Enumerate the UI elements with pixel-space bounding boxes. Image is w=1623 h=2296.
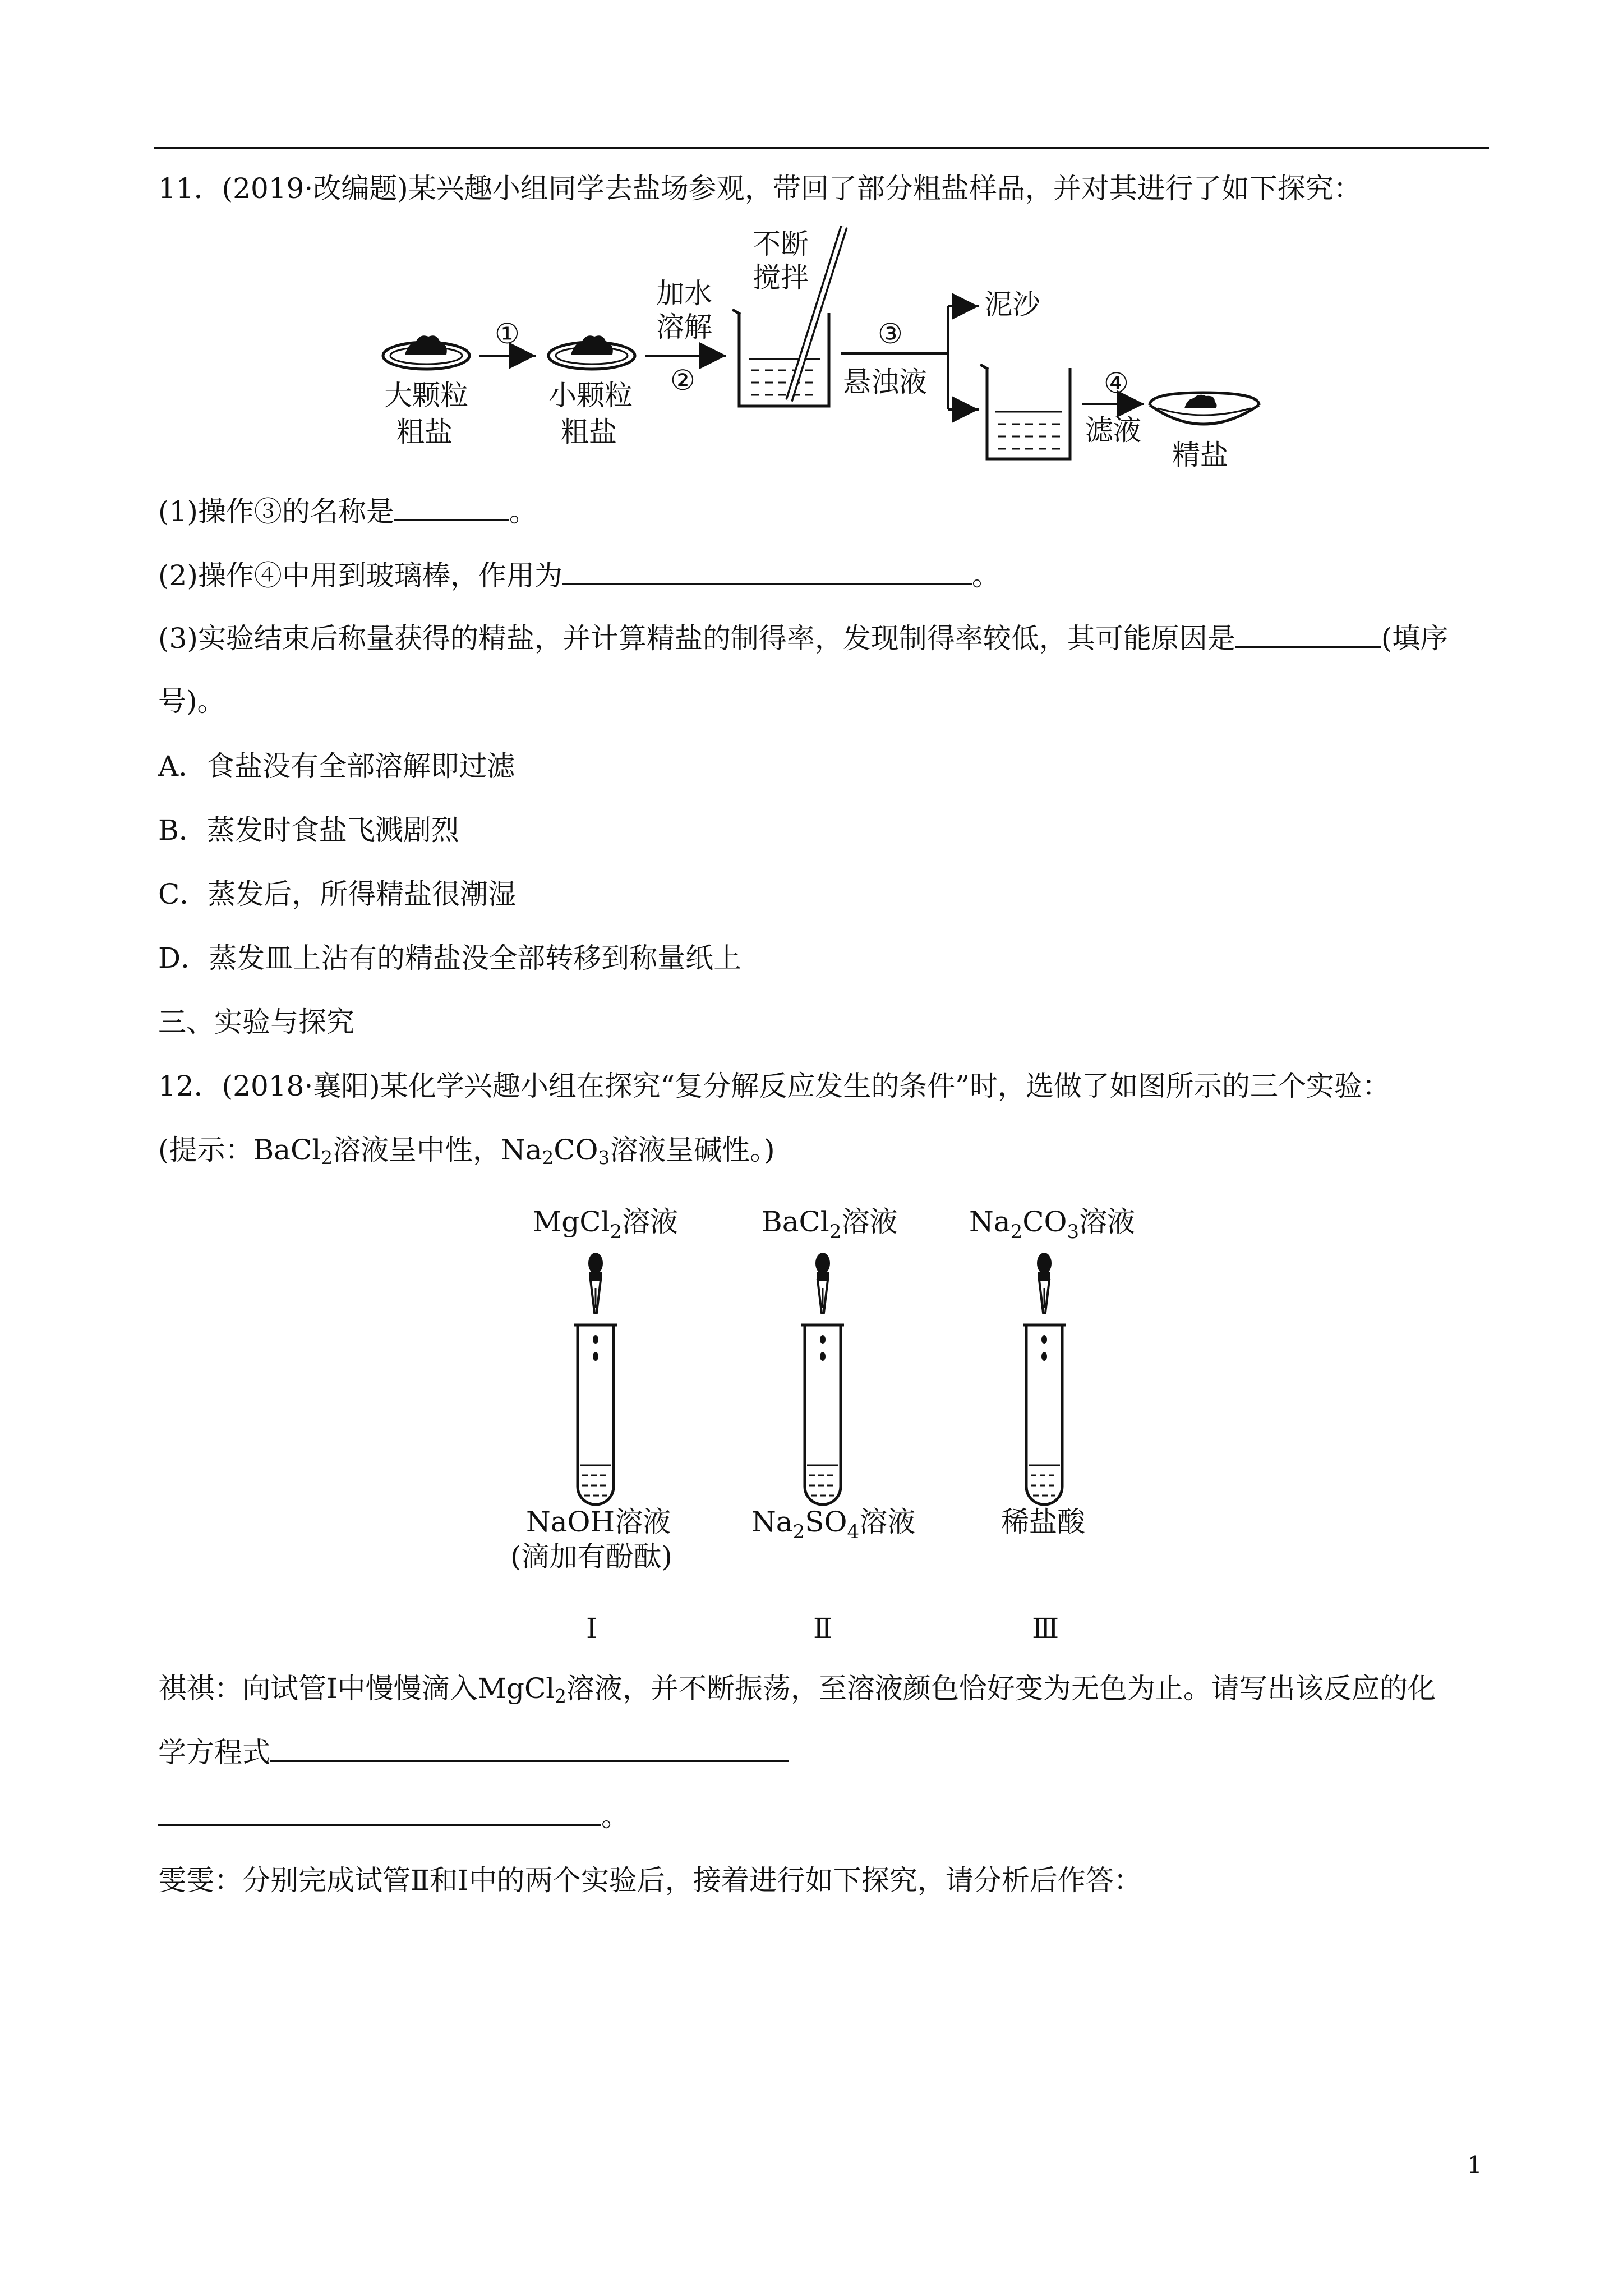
q11-sub3: (3)实验结束后称量获得的精盐，并计算精盐的制得率，发现制得率较低，其可能原因是 (填序 [158, 622, 1449, 655]
label-coarse-small-1: 小颗粒 [548, 379, 633, 412]
label-coarse-big-2: 粗盐 [396, 416, 453, 448]
q11-option-d: D．蒸发皿上沾有的精盐没全部转移到称量纸上 [158, 942, 742, 974]
label-filtrate: 滤液 [1085, 414, 1141, 447]
dropper-2-icon [815, 1253, 830, 1313]
tube1-bottom-label-2: (滴加有酚酞) [510, 1540, 673, 1573]
answer-blank-equation-1[interactable] [270, 1736, 789, 1762]
q11-stem: 11．(2019·改编题)某兴趣小组同学去盐场参观，带回了部分粗盐样品，并对其进行了如下探究： [158, 172, 1362, 205]
label-step3: ③ [878, 318, 903, 350]
section-heading: 三、实验与探究 [158, 1006, 354, 1038]
dish-coarse-small-icon [548, 335, 635, 369]
tube1-number: Ⅰ [586, 1612, 597, 1645]
label-stir-2: 搅拌 [753, 261, 809, 294]
label-sand: 泥沙 [984, 288, 1040, 321]
q11-option-a: A．食盐没有全部溶解即过滤 [158, 750, 515, 783]
label-coarse-big-1: 大颗粒 [384, 379, 468, 412]
answer-blank-2[interactable] [562, 559, 972, 585]
beaker-filtrate-icon [980, 365, 1070, 459]
tube3-number: Ⅲ [1032, 1612, 1059, 1645]
answer-blank-3[interactable] [1235, 622, 1381, 648]
q11-sub1: (1)操作③的名称是 。 [158, 495, 537, 528]
header-rule [154, 147, 1489, 149]
tube2-bottom-label: $Na_2SO_4$溶液 [751, 1506, 916, 1543]
test-tube-figure [0, 1189, 1623, 1660]
test-tube-3-icon [1023, 1325, 1066, 1504]
tube3-top-label: $Na_2CO_3$溶液 [969, 1205, 1136, 1243]
label-step2: ② [670, 364, 695, 397]
q11-sub2: (2)操作④中用到玻璃棒，作用为 。 [158, 559, 1000, 592]
test-tube-1-icon [574, 1325, 617, 1504]
dropper-3-icon [1037, 1253, 1052, 1313]
q11-sub3-cont: 号)。 [158, 685, 225, 717]
salt-purification-diagram [0, 213, 1623, 482]
tube2-top-label: BaCl$_2$溶液 [762, 1205, 898, 1243]
q11-option-b: B．蒸发时食盐飞溅剧烈 [158, 814, 459, 846]
page-number: 1 [1467, 2151, 1482, 2179]
q12-wenwen: 雯雯：分别完成试管Ⅱ和Ⅰ中的两个实验后，接着进行如下探究，请分析后作答： [158, 1864, 1142, 1897]
dish-coarse-big-icon [383, 335, 469, 369]
tube1-bottom-label-1: NaOH溶液 [526, 1506, 671, 1538]
q12-qiqi-end: 。 [158, 1800, 629, 1833]
evaporating-dish-icon [1150, 393, 1259, 424]
q12-qiqi: 祺祺：向试管Ⅰ中慢慢滴入MgCl$_2$溶液，并不断振荡，至溶液颜色恰好变为无色为止。请写出该反应的化 [158, 1672, 1436, 1708]
tube1-top-label: MgCl$_2$溶液 [533, 1205, 679, 1243]
label-step4: ④ [1104, 367, 1129, 399]
answer-blank-1[interactable] [394, 495, 509, 521]
label-fine-salt: 精盐 [1172, 439, 1228, 471]
q12-hint: (提示：BaCl$_2$溶液呈中性，$Na_2CO_3$溶液呈碱性。) [158, 1134, 775, 1169]
tube3-bottom-label: 稀盐酸 [1001, 1506, 1085, 1538]
q12-stem: 12．(2018·襄阳)某化学兴趣小组在探究“复分解反应发生的条件”时，选做了如图所示的三个实验： [158, 1070, 1390, 1102]
label-add-water-1: 加水 [656, 277, 712, 310]
dropper-1-icon [588, 1253, 603, 1313]
q12-qiqi-cont: 学方程式 [158, 1736, 789, 1769]
label-suspension: 悬浊液 [843, 366, 927, 398]
label-add-water-2: 溶解 [656, 311, 712, 343]
label-step1: ① [495, 318, 520, 350]
tube2-number: Ⅱ [813, 1612, 832, 1645]
answer-blank-equation-2[interactable] [158, 1800, 601, 1826]
q11-option-c: C．蒸发后，所得精盐很潮湿 [158, 878, 517, 910]
label-coarse-small-2: 粗盐 [561, 416, 617, 448]
test-tube-2-icon [801, 1325, 844, 1504]
label-stir-1: 不断 [753, 228, 809, 260]
